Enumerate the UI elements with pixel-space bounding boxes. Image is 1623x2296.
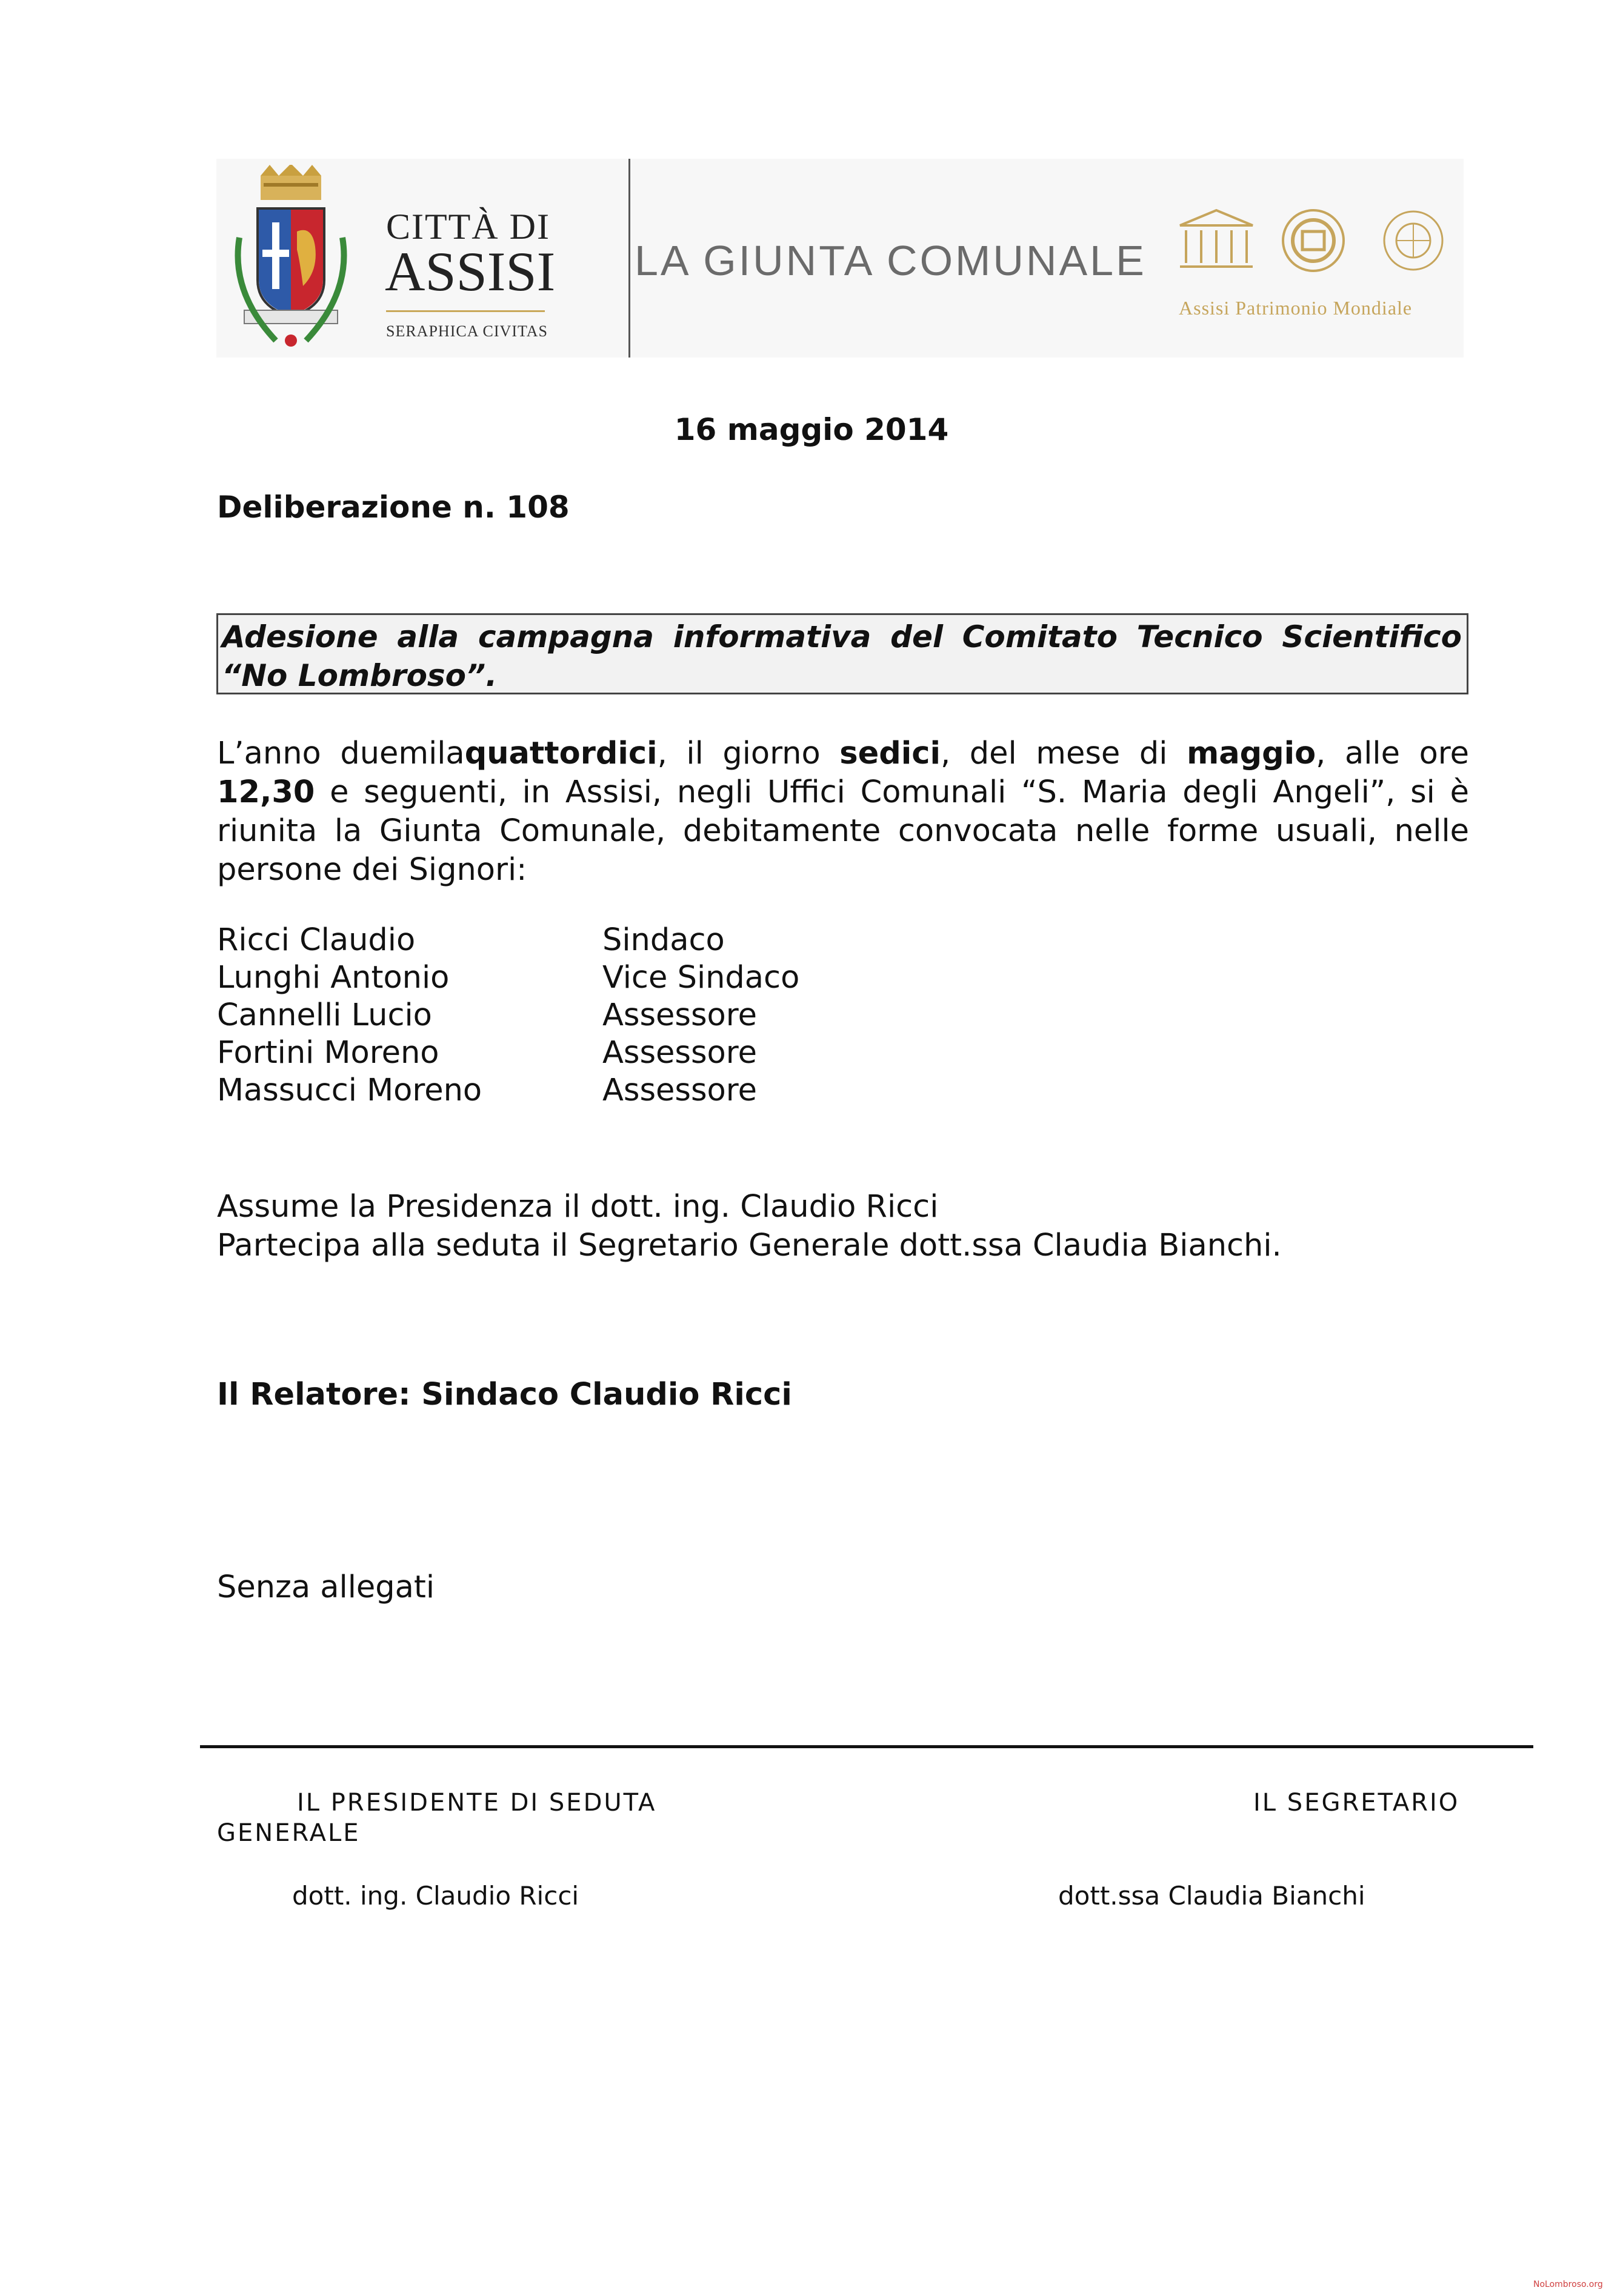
presidency-statement: Assume la Presidenza il dott. ing. Claudio Ricci [217, 1189, 939, 1225]
city-motto: SERAPHICA CIVITAS [386, 322, 548, 340]
member-role: Assessore [602, 1035, 757, 1071]
document-date: 16 maggio 2014 [674, 412, 949, 447]
intro-text-3: , del mese di [940, 736, 1187, 771]
secretary-statement: Partecipa alla seduta il Segretario Generale dott.ssa Claudia Bianchi. [217, 1228, 1282, 1263]
secretary-name: dott.ssa Claudia Bianchi [1058, 1881, 1365, 1911]
member-role: Sindaco [602, 922, 725, 958]
unesco-caption: Assisi Patrimonio Mondiale [1179, 297, 1413, 319]
president-title: IL PRESIDENTE DI SEDUTA [297, 1789, 657, 1817]
member-name: Fortini Moreno [217, 1035, 439, 1071]
attachments-note: Senza allegati [217, 1569, 435, 1605]
member-role: Assessore [602, 1073, 757, 1108]
secretary-title: IL SEGRETARIO [1253, 1789, 1460, 1817]
city-name-line2: ASSISI [385, 241, 556, 302]
member-role: Assessore [602, 997, 757, 1033]
secretary-title-continued: GENERALE [217, 1819, 361, 1847]
member-role: Vice Sindaco [602, 960, 800, 996]
city-name-line1: CITTÀ DI [386, 207, 550, 247]
intro-text-1: L’anno duemila [217, 736, 465, 771]
president-name: dott. ing. Claudio Ricci [292, 1881, 579, 1911]
intro-day: sedici [839, 736, 941, 771]
intro-month: maggio [1187, 736, 1316, 771]
header-divider [628, 159, 630, 358]
member-name: Massucci Moreno [217, 1073, 482, 1108]
member-name: Lunghi Antonio [217, 960, 450, 996]
intro-year: quattordici [464, 736, 658, 771]
member-name: Cannelli Lucio [217, 997, 432, 1033]
coat-of-arms-icon [227, 165, 355, 351]
intro-text-4: , alle ore [1316, 736, 1469, 771]
deliberation-number: Deliberazione n. 108 [217, 490, 570, 525]
intro-text-2: , il giorno [657, 736, 840, 771]
intro-time: 12,30 [217, 774, 315, 810]
intro-paragraph [217, 734, 1469, 890]
subject-text: Adesione alla campagna informativa del Comitato Tecnico Scientifico “No Lombroso”. [222, 619, 1462, 693]
watermark: NoLombroso.org [1533, 2280, 1603, 2289]
unesco-emblems-icon [1177, 207, 1456, 274]
subject-box [216, 613, 1468, 694]
signature-divider [200, 1745, 1533, 1748]
intro-text-5: e seguenti, in Assisi, negli Uffici Comunali “S. Maria degli Angeli”, si è riunita la Giunta Comunale, debitamente convocata nelle forme usuali, nelle persone dei Signori: [217, 774, 1469, 888]
letterhead-title: LA GIUNTA COMUNALE [635, 237, 1147, 284]
city-divider [386, 310, 545, 312]
member-name: Ricci Claudio [217, 922, 416, 958]
rapporteur: Il Relatore: Sindaco Claudio Ricci [217, 1377, 792, 1413]
letterhead [216, 159, 1464, 358]
